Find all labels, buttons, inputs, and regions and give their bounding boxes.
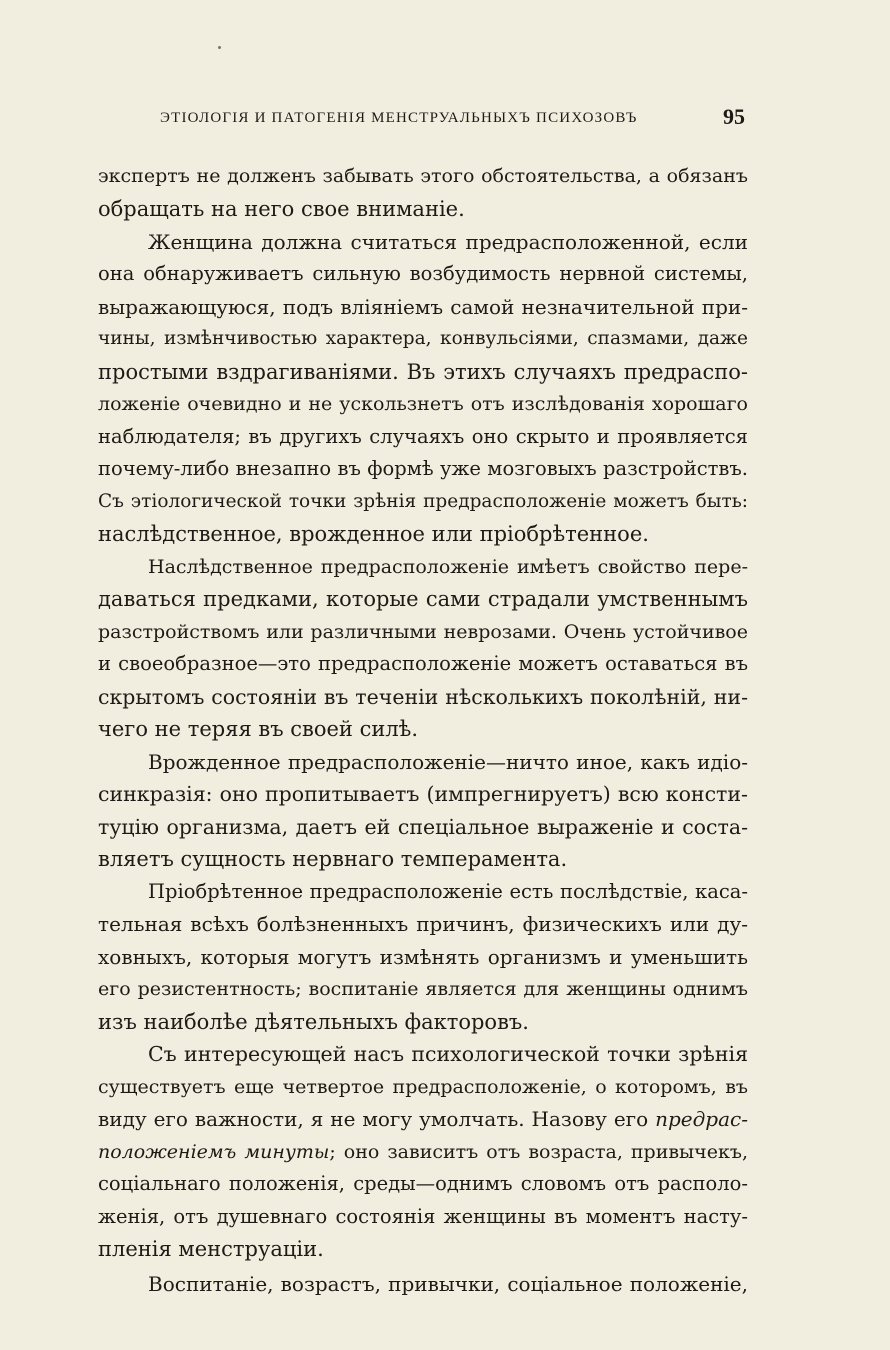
text-line: чины, измѣнчивостью характера, конвульсіями, спазмами, даже xyxy=(98,328,748,349)
text-line: простыми вздрагиваніями. Въ этихъ случаяхъ предраспо- xyxy=(98,360,748,384)
text-line: Съ этіологической точки зрѣнія предрасположеніе можетъ быть: xyxy=(98,491,748,512)
text-line: Женщина должна считаться предрасположенной, если xyxy=(148,230,748,254)
text-line: Воспитаніе, возрастъ, привычки, соціальное положеніе, xyxy=(148,1272,748,1296)
text-line: чего не теряя въ своей силѣ. xyxy=(98,717,419,741)
text-line: Врожденное предрасположеніе—ничто иное, какъ идіо- xyxy=(148,750,748,774)
line-text: ; оно зависитъ отъ возраста, привычекъ, xyxy=(329,1141,748,1163)
text-line: обращать на него свое вниманіе. xyxy=(98,197,465,221)
text-line: экспертъ не долженъ забывать этого обстоятельства, а обязанъ xyxy=(98,165,748,187)
text-line: Наслѣдственное предрасположеніе имѣетъ свойство пере- xyxy=(148,556,748,578)
running-header: ЭТІОЛОГІЯ И ПАТОГЕНІЯ МЕНСТРУАЛЬНЫХЪ ПСИХОЗОВЪ xyxy=(160,110,638,126)
text-line: она обнаруживаетъ сильную возбудимость нервной системы, xyxy=(98,262,748,285)
text-line: скрытомъ состояніи въ теченіи нѣсколькихъ поколѣній, ни- xyxy=(98,685,748,709)
text-line: изъ наиболѣе дѣятельныхъ факторовъ. xyxy=(98,1010,529,1034)
text-line: даваться предками, которые сами страдали умственнымъ xyxy=(98,587,748,611)
text-line: наслѣдственное, врожденное или пріобрѣтенное. xyxy=(98,522,649,546)
text-line: и своеобразное—это предрасположеніе можетъ оставаться въ xyxy=(98,652,748,675)
text-line: тельная всѣхъ болѣзненныхъ причинъ, физическихъ или ду- xyxy=(98,912,748,936)
text-line: его резистентность; воспитаніе является для женщины однимъ xyxy=(98,978,748,1000)
text-line: вляетъ сущность нервнаго темперамента. xyxy=(98,847,568,871)
text-line: соціальнаго положенія, среды—однимъ словомъ отъ располо- xyxy=(98,1172,748,1195)
text-line: существуетъ еще четвертое предрасположеніе, о которомъ, въ xyxy=(98,1076,748,1098)
line-text: виду его важности, я не могу умолчать. Назову его xyxy=(98,1107,656,1131)
text-line: разстройствомъ или различными неврозами. Очень устойчивое xyxy=(98,621,748,643)
text-line: синкразія: оно пропитываетъ (импрегнируетъ) всю консти- xyxy=(98,782,748,806)
text-line: Пріобрѣтенное предрасположеніе есть послѣдствіе, каса- xyxy=(148,880,748,903)
emphasized-term: положеніемъ минуты xyxy=(98,1141,330,1163)
print-speck xyxy=(218,46,221,49)
text-line: выражающуюся, подъ вліяніемъ самой незначительной при- xyxy=(98,295,748,319)
emphasized-term: предрас- xyxy=(655,1107,748,1131)
text-line xyxy=(98,1135,748,1169)
text-line: ложеніе очевидно и не ускользнетъ отъ изслѣдованія хорошаго xyxy=(98,393,748,415)
page-number: 95 xyxy=(723,104,745,129)
text-line: ховныхъ, которыя могутъ измѣнять организмъ и уменьшить xyxy=(98,945,748,969)
text-line: пленія менструаціи. xyxy=(98,1237,324,1261)
text-line: наблюдателя; въ другихъ случаяхъ оно скрыто и проявляется xyxy=(98,425,748,448)
text-line: Съ интересующей насъ психологической точки зрѣнія xyxy=(148,1042,748,1066)
text-line: женія, отъ душевнаго состоянія женщины въ моментъ насту- xyxy=(98,1205,748,1228)
text-line xyxy=(98,1102,748,1136)
text-line: туцію организма, даетъ ей спеціальное выраженіе и соста- xyxy=(98,815,748,839)
text-line: почему-либо внезапно въ формѣ уже мозговыхъ разстройствъ. xyxy=(98,457,748,480)
